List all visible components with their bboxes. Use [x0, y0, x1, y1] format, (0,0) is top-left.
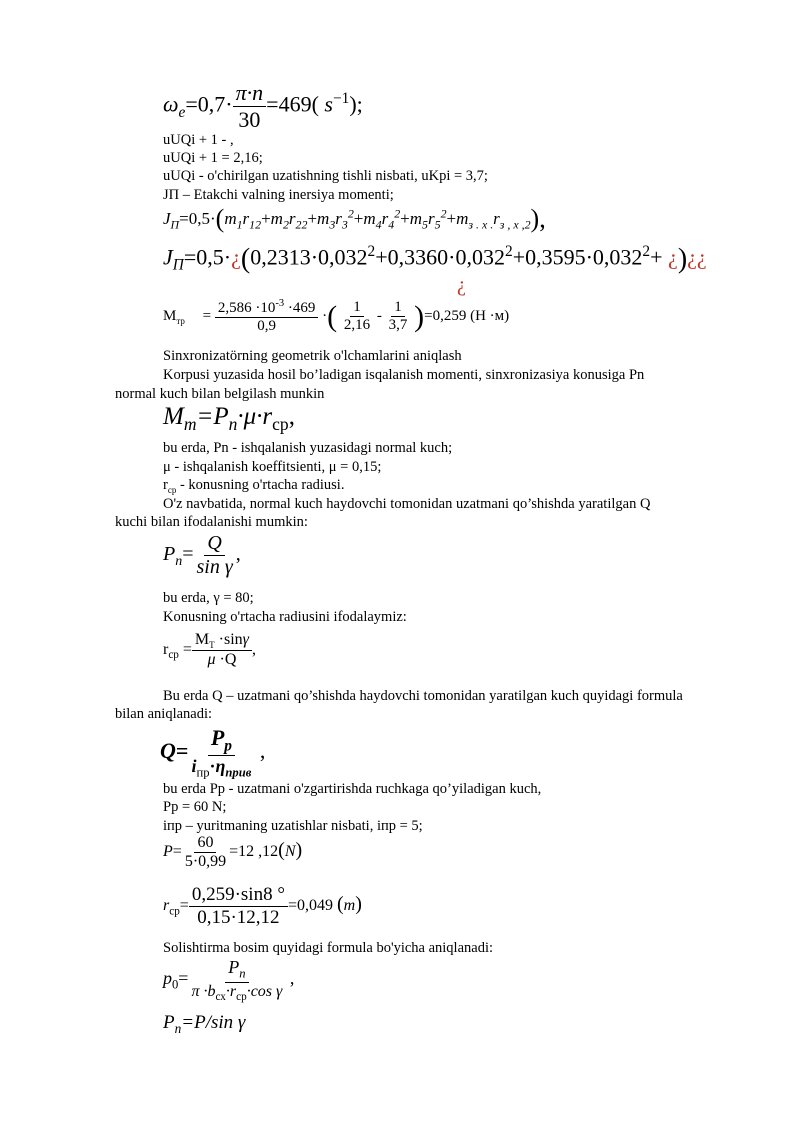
text-line: Solishtirma bosim quyidagi formula bo'yicha aniqlanadi: [163, 940, 494, 956]
formula-r-value: $r_{ср}=$ $\frac{0,259\cdot\sin 8 ^\circ}{0,15\cdot 12,12}$ =0,049 (m) [163, 884, 362, 928]
text-line: Konusning o'rtacha radiusini ifodalaymiz: [163, 609, 407, 625]
paragraph-line: Bu erda Q – uzatmani qo’shishda haydovchi tomonidan yaratilgan kuch quyidagi formula [163, 688, 683, 704]
formula-q: Q= $\frac{P_р}{i_{пр}\cdot\eta_{прив}}$ , [160, 725, 266, 780]
stray-glyph: ¿ [457, 274, 466, 296]
mtr-fraction-2: $\frac{1}{3,7}$ [388, 299, 408, 333]
paragraph-line: normal kuch bilan belgilash munkin [115, 386, 325, 402]
mtr-fraction-1: $\frac{1}{2,16}$ [343, 299, 371, 333]
definition-line: bu erda Pp - uzatmani o'zgartirishda ruchkaga qo’yiladigan kuch, [163, 781, 542, 797]
formula-rcp: $r_{ср}$ = $\frac{М_Т \cdot\sin\gamma}{\mu \cdot Q}$ , [163, 631, 256, 669]
definition-line: μ - ishqalanish koeffitsienti, μ = 0,15; [163, 459, 382, 475]
formula-mtr: $М_{тр}$ = $\frac{2,586 \cdot 10^{-3} \cdot 469}{0,9}$ ·( $\frac{1}{2,16}$ - $\frac{1}{3,7}$ )=0,259 (Н ·м) [163, 298, 510, 334]
formula-jp-numeric: $J_П=0,5\cdot¿(0,2313\cdot 0,032^2+0,3360\cdot 0,032^2+0,3595\cdot 0,032^2+$ ¿)¿¿ [163, 243, 707, 275]
paragraph-line: Korpusi yuzasida hosil bo’ladigan isqalanish momenti, sinxronizasiya konusiga Pn [163, 367, 645, 383]
paragraph-line: kuchi bilan ifodalanishi mumkin: [115, 514, 308, 530]
q-fraction: $\frac{P_р}{i_{пр}\cdot\eta_{прив}}$ [191, 725, 252, 780]
paragraph-line: O'z navbatida, normal kuch haydovchi tomonidan uzatmani qo’shishda yaratilgan Q [163, 496, 651, 512]
p-fraction: $\frac{60}{5\cdot 0,99}$ [184, 834, 227, 870]
formula-omega: $\omega_e=0,7\cdot$ $\frac{\pi\cdot n}{30}$ =469( $s^{-1}$); [163, 80, 363, 132]
definition-line: Pp = 60 N; [163, 799, 227, 815]
section-heading: Sinxronizatörning geometrik o'lchamlarini aniqlash [163, 348, 462, 364]
formula-pn: $P_n=$ $\frac{Q}{\text{sin γ}}$ , [163, 532, 241, 578]
formula-jp-symbolic: $J_П=0,5\cdot(m_1r_{12}+m_2r_{22}+m_3r_3^2+m_4r_4^2+m_5r_5^2+m_{з . х .}r_{з , х ,2})$, [163, 204, 546, 233]
text-line: uUQi - o'chirilgan uzatishning tishli nisbati, uKpi = 3,7; [163, 168, 488, 184]
formula-p-value: P= $\frac{60}{5\cdot 0,99}$ =12 ,12(N) [163, 834, 303, 870]
rcp-fraction: $\frac{М_Т \cdot\sin\gamma}{\mu \cdot Q}$ [192, 631, 252, 669]
text-line: JП – Etakchi valning inersiya momenti; [163, 187, 394, 203]
omega-fraction: $\frac{\pi\cdot n}{30}$ [233, 80, 267, 133]
text-line: bu erda, γ = 80; [163, 590, 254, 606]
definition-line: bu erda, Pn - ishqalanish yuzasidagi normal kuch; [163, 440, 453, 456]
text-line: uUQi + 1 = 2,16; [163, 150, 263, 166]
r-fraction: $\frac{0,259\cdot\sin 8 ^\circ}{0,15\cdot 12,12}$ [189, 884, 288, 929]
formula-pn-sin: $P_n=P/\sin$ γ [163, 1012, 246, 1036]
text-line: uUQi + 1 - , [163, 132, 234, 148]
definition-line: $r_{ср}$ - konusning o'rtacha radiusi. [163, 477, 345, 495]
mtr-main-fraction: $\frac{2,586 \cdot 10^{-3} \cdot 469}{0,9}$ [215, 298, 319, 335]
formula-p0: $p_0=$ $\frac{P_n}{\pi \cdot b_{сх}\cdot r_{ср}\cdot\cos \gamma}$ , [163, 957, 295, 1003]
pn-fraction: $\frac{Q}{\text{sin γ}}$ [196, 532, 233, 578]
definition-line: iпр – yuritmaning uzatishlar nisbati, iпр = 5; [163, 818, 423, 834]
formula-mm: $M_m=P_n\cdot\mu\cdot r_{ср}$, [163, 403, 295, 434]
p0-fraction: $\frac{P_n}{\pi \cdot b_{сх}\cdot r_{ср}\cdot\cos \gamma}$ [191, 957, 283, 1003]
paragraph-line: bilan aniqlanadi: [115, 706, 213, 722]
